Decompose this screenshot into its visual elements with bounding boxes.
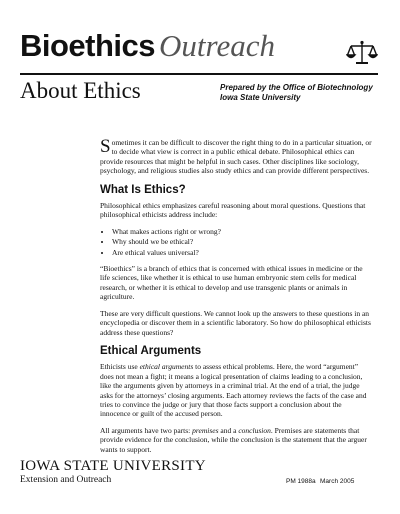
list-item: • Are ethical values universal?: [112, 248, 372, 257]
paragraph: “Bioethics” is a branch of ethics that is concerned with ethical issues in medicine or the life sciences, like whether it is ethical to use human embryonic stem cells for medical research, or whether it is ethical to develop and use transgenic plants or animals in agriculture.: [100, 264, 363, 302]
emphasis: conclusion: [238, 425, 271, 435]
page-title: About Ethics: [20, 78, 141, 103]
article-body: [100, 138, 372, 461]
scales-of-justice-icon: [346, 40, 378, 66]
publication-number: PM 1988a: [286, 478, 316, 485]
text-run: All arguments have two parts:: [100, 425, 193, 435]
header-divider: [20, 73, 378, 75]
prepared-by-line-1: Prepared by the Office of Biotechnology: [220, 83, 373, 92]
emphasis: premises: [192, 425, 219, 435]
paragraph: Philosophical ethics emphasizes careful reasoning about moral questions. Questions that philosophical ethicists address include:: [100, 201, 366, 220]
paragraph: These are very difficult questions. We cannot look up the answers to these questions in an encyclopedia or discover them in a scientific laboratory. So how do philosophical ethicists address these questions?: [100, 308, 371, 337]
brand-title: [20, 28, 275, 64]
publication-date: March 2005: [320, 478, 355, 485]
section-heading-ethical-arguments: Ethical Arguments: [100, 344, 202, 357]
section-heading-what-is-ethics: What Is Ethics?: [100, 183, 186, 196]
list-item: • Why should we be ethical?: [112, 237, 372, 246]
emphasis: ethical arguments: [139, 362, 194, 372]
paragraph: [100, 362, 372, 418]
brand-main-text: Bioethics: [20, 28, 156, 63]
university-name: IOWA STATE UNIVERSITY: [20, 458, 206, 474]
text-run: to assess ethical problems. Here, the word “argument” does not mean a fight; it means a logical presentation of claims leading to a conclusion, like the arguments given by attorneys in a criminal trial. At the end of a trial, the judge asks for the attorneys’ closing arguments. Each attorney reviews the facts of the case and tries to convince the judge or jury that those facts support a conclusion about the innocence or guilt of the accused person.: [100, 362, 367, 419]
list-item: • What makes actions right or wrong?: [112, 227, 372, 236]
question-list: [100, 227, 372, 257]
prepared-by: [220, 83, 373, 103]
prepared-by-line-2: Iowa State University: [220, 93, 301, 102]
university-logo: [20, 458, 206, 485]
text-run: . Premises are statements that provide evidence for the conclusion, while the conclusion is the statement that the arguer wants to support.: [100, 425, 367, 454]
brand-sub-text: Outreach: [159, 28, 275, 63]
text-run: and a: [218, 425, 239, 435]
extension-name: Extension and Outreach: [20, 475, 112, 485]
text-run: Ethicists use: [100, 362, 140, 372]
intro-paragraph: Sometimes it can be difficult to discover the right thing to do in a particular situation, or to decide what view is correct in a public ethical debate. Philosophical ethics can provide resources that might be helpful in such cases. Other disciplines like sociology, psychology, and religious studies also study ethics and can provide different perspectives.: [100, 136, 372, 176]
paragraph: [100, 426, 372, 454]
